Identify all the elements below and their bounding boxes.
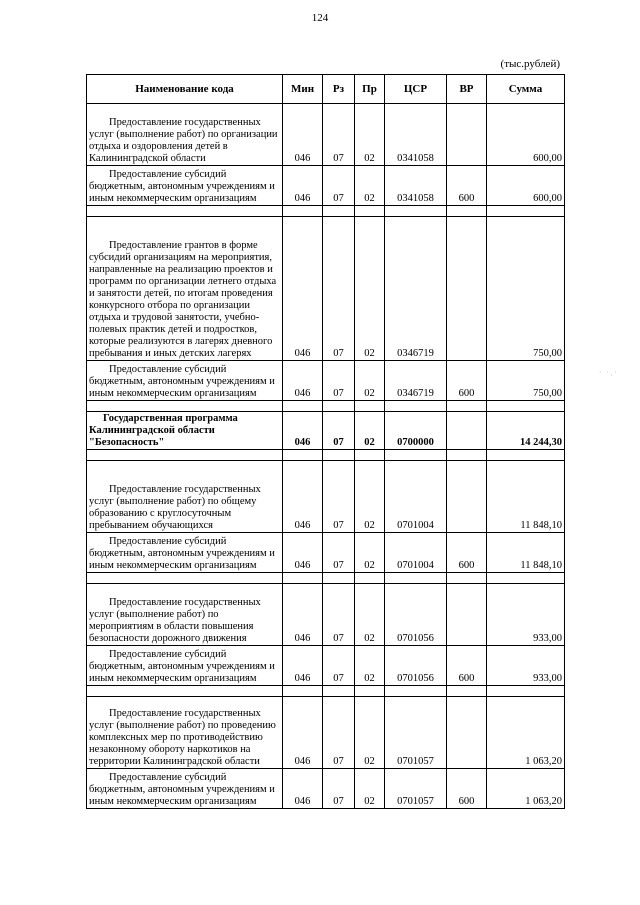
row-sum-cell: 11 848,10 [487, 461, 565, 533]
row-name-cell [87, 217, 283, 361]
spacer-cell [385, 450, 447, 461]
row-sum-cell: 750,00 [487, 361, 565, 401]
table-row [87, 104, 565, 166]
row-name-cell [87, 533, 283, 573]
row-rz-cell: 07 [323, 769, 355, 809]
row-csr-cell: 0700000 [385, 412, 447, 450]
header-min: Мин [283, 75, 323, 104]
row-pr-cell: 02 [355, 217, 385, 361]
header-name: Наименование кода [87, 75, 283, 104]
row-name: Предоставление грантов в форме субсидий организациям на мероприятия, направленные на реализацию проектов и программ по организации летнего отдыха и занятости детей, по итогам проведения конкурсного отбора по организации отдыха и трудовой занятости, учебно-полевых практик детей и подростков, которые реализуются в лагерях дневного пребывания и иных детских лагерях [89, 240, 277, 359]
row-rz-cell: 07 [323, 697, 355, 769]
row-pr-cell: 02 [355, 461, 385, 533]
row-pr-cell: 02 [355, 533, 385, 573]
spacer-cell [355, 450, 385, 461]
row-vr-cell [447, 217, 487, 361]
row-sum-cell: 933,00 [487, 646, 565, 686]
row-vr-cell: 600 [447, 646, 487, 686]
row-pr-cell: 02 [355, 697, 385, 769]
table-row [87, 461, 565, 533]
spacer-cell [87, 573, 283, 584]
row-name-cell [87, 104, 283, 166]
row-min-cell: 046 [283, 166, 323, 206]
spacer-cell [87, 206, 283, 217]
spacer-cell [447, 450, 487, 461]
spacer-cell [447, 686, 487, 697]
row-rz-cell: 07 [323, 533, 355, 573]
row-rz-cell: 07 [323, 646, 355, 686]
row-name-cell [87, 769, 283, 809]
spacer-cell [323, 573, 355, 584]
row-pr-cell: 02 [355, 166, 385, 206]
row-name-cell [87, 166, 283, 206]
row-rz-cell: 07 [323, 412, 355, 450]
row-pr-cell: 02 [355, 646, 385, 686]
table-row [87, 697, 565, 769]
header-sum: Сумма [487, 75, 565, 104]
row-min-cell: 046 [283, 769, 323, 809]
spacer-cell [323, 206, 355, 217]
budget-table [86, 74, 565, 809]
spacer-cell [487, 686, 565, 697]
header-pr: Пр [355, 75, 385, 104]
row-sum-cell: 1 063,20 [487, 697, 565, 769]
row-min-cell: 046 [283, 533, 323, 573]
header-rz: Рз [323, 75, 355, 104]
units-label: (тыс.рублей) [500, 58, 560, 70]
row-sum-cell: 600,00 [487, 166, 565, 206]
spacer-cell [87, 401, 283, 412]
row-csr-cell: 0701004 [385, 533, 447, 573]
row-name-cell [87, 646, 283, 686]
row-vr-cell [447, 697, 487, 769]
spacer-cell [385, 206, 447, 217]
row-name-cell [87, 697, 283, 769]
row-vr-cell: 600 [447, 533, 487, 573]
row-sum-cell: 14 244,30 [487, 412, 565, 450]
row-name: Предоставление государственных услуг (выполнение работ) по общему образованию с круглосуточным пребыванием обучающихся [89, 484, 261, 531]
table-row [87, 769, 565, 809]
row-vr-cell [447, 104, 487, 166]
spacer-cell [487, 401, 565, 412]
margin-scribble: ˙ ˙·˙ [598, 370, 618, 380]
row-sum-cell: 750,00 [487, 217, 565, 361]
spacer-cell [355, 686, 385, 697]
spacer-row [87, 401, 565, 412]
spacer-cell [447, 573, 487, 584]
row-vr-cell: 600 [447, 361, 487, 401]
row-name: Государственная программа Калининградской области "Безопасность" [89, 413, 238, 448]
row-vr-cell: 600 [447, 769, 487, 809]
row-min-cell: 046 [283, 412, 323, 450]
table-row [87, 361, 565, 401]
row-name-cell [87, 361, 283, 401]
spacer-row [87, 686, 565, 697]
spacer-cell [355, 206, 385, 217]
row-rz-cell: 07 [323, 461, 355, 533]
row-csr-cell: 0701057 [385, 697, 447, 769]
row-csr-cell: 0701056 [385, 584, 447, 646]
row-vr-cell: 600 [447, 166, 487, 206]
row-min-cell: 046 [283, 104, 323, 166]
table-row [87, 533, 565, 573]
row-name: Предоставление субсидий бюджетным, автономным учреждениям и иным некоммерческим организациям [89, 649, 275, 684]
row-name: Предоставление государственных услуг (выполнение работ) по организации отдыха и оздоровления детей в Калининградской области [89, 117, 278, 164]
table-row [87, 646, 565, 686]
row-name: Предоставление субсидий бюджетным, автономным учреждениям и иным некоммерческим организациям [89, 536, 275, 571]
table-row [87, 217, 565, 361]
row-name: Предоставление субсидий бюджетным, автономным учреждениям и иным некоммерческим организациям [89, 364, 275, 399]
spacer-cell [487, 450, 565, 461]
row-pr-cell: 02 [355, 769, 385, 809]
row-name: Предоставление субсидий бюджетным, автономным учреждениям и иным некоммерческим организациям [89, 772, 275, 807]
row-rz-cell: 07 [323, 166, 355, 206]
spacer-cell [385, 401, 447, 412]
spacer-cell [385, 686, 447, 697]
row-sum-cell: 933,00 [487, 584, 565, 646]
row-name-cell [87, 461, 283, 533]
spacer-cell [283, 206, 323, 217]
row-csr-cell: 0701004 [385, 461, 447, 533]
spacer-cell [283, 401, 323, 412]
row-csr-cell: 0701056 [385, 646, 447, 686]
row-vr-cell [447, 412, 487, 450]
row-csr-cell: 0346719 [385, 361, 447, 401]
row-name: Предоставление субсидий бюджетным, автономным учреждениям и иным некоммерческим организациям [89, 169, 275, 204]
spacer-cell [447, 401, 487, 412]
spacer-row [87, 450, 565, 461]
row-csr-cell: 0346719 [385, 217, 447, 361]
spacer-cell [323, 686, 355, 697]
row-min-cell: 046 [283, 217, 323, 361]
row-rz-cell: 07 [323, 217, 355, 361]
table-row [87, 166, 565, 206]
spacer-cell [87, 450, 283, 461]
row-pr-cell: 02 [355, 104, 385, 166]
spacer-row [87, 206, 565, 217]
row-min-cell: 046 [283, 646, 323, 686]
table-row [87, 584, 565, 646]
spacer-cell [323, 401, 355, 412]
row-min-cell: 046 [283, 697, 323, 769]
row-name: Предоставление государственных услуг (выполнение работ) по проведению комплексных мер по противодействию незаконному обороту наркотиков на территории Калининградской области [89, 708, 276, 767]
row-rz-cell: 07 [323, 361, 355, 401]
row-pr-cell: 02 [355, 361, 385, 401]
table-body [87, 104, 565, 809]
row-sum-cell: 1 063,20 [487, 769, 565, 809]
spacer-cell [283, 573, 323, 584]
row-vr-cell [447, 461, 487, 533]
page-number: 124 [311, 12, 329, 24]
spacer-cell [385, 573, 447, 584]
row-min-cell: 046 [283, 584, 323, 646]
spacer-cell [87, 686, 283, 697]
row-csr-cell: 0341058 [385, 104, 447, 166]
table-header-row [87, 75, 565, 104]
header-csr: ЦСР [385, 75, 447, 104]
spacer-row [87, 573, 565, 584]
spacer-cell [487, 573, 565, 584]
row-name: Предоставление государственных услуг (выполнение работ) по мероприятиям в области повышения безопасности дорожного движения [89, 597, 261, 644]
spacer-cell [283, 686, 323, 697]
row-vr-cell [447, 584, 487, 646]
spacer-cell [447, 206, 487, 217]
spacer-cell [323, 450, 355, 461]
spacer-cell [487, 206, 565, 217]
spacer-cell [355, 401, 385, 412]
row-name-cell [87, 412, 283, 450]
row-min-cell: 046 [283, 361, 323, 401]
header-vr: ВР [447, 75, 487, 104]
table-row [87, 412, 565, 450]
row-sum-cell: 600,00 [487, 104, 565, 166]
row-csr-cell: 0341058 [385, 166, 447, 206]
row-min-cell: 046 [283, 461, 323, 533]
spacer-cell [283, 450, 323, 461]
row-pr-cell: 02 [355, 584, 385, 646]
row-pr-cell: 02 [355, 412, 385, 450]
row-rz-cell: 07 [323, 104, 355, 166]
row-rz-cell: 07 [323, 584, 355, 646]
spacer-cell [355, 573, 385, 584]
row-sum-cell: 11 848,10 [487, 533, 565, 573]
row-name-cell [87, 584, 283, 646]
row-csr-cell: 0701057 [385, 769, 447, 809]
